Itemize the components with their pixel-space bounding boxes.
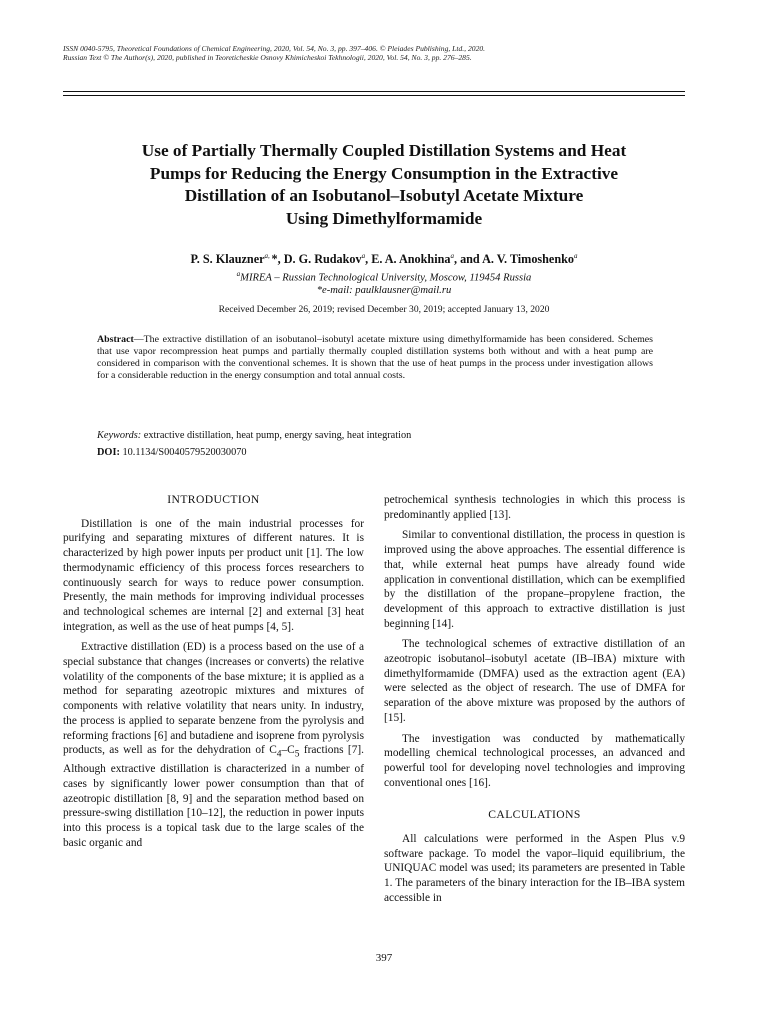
left-column: [63, 493, 364, 856]
author-name: D. G. Rudakov: [283, 252, 362, 267]
subscript: 4: [276, 749, 282, 760]
paragraph: Distillation is one of the main industrial processes for purifying and separating mixtures of different natures. It is characterized by high power inputs per product unit [1]. The low thermodynamic efficiency of this process forces researchers to continuously search for ways to reduce power consumption. Presently, the main methods for improving individual processes and technological schemes are internal [2] and external [3] heat integration, as well as the use of heat pumps [4, 5].: [63, 517, 364, 633]
page-number: 397: [375, 952, 393, 964]
paragraph: petrochemical synthesis technologies in which this process is predominantly applied [13].: [384, 494, 685, 521]
journal-header-line-2: Russian Text © The Author(s), 2020, published in Teoreticheskie Osnovy Khimicheskoi Tekhnologii, 2020, Vol. 54, No. 3, pp. 276–285.: [63, 53, 472, 62]
paragraph-text: –C: [281, 744, 295, 757]
author-separator: ,: [365, 252, 372, 267]
keywords-label: Keywords:: [97, 430, 142, 441]
corresponding-author-mark: *,: [271, 252, 284, 267]
author-affiliation-mark: a: [450, 252, 454, 260]
affiliation-mark: a: [236, 270, 241, 278]
author-name: A. V. Timoshenko: [482, 252, 574, 267]
abstract-text: —The extractive distillation of an isobutanol–isobutyl acetate mixture using dimethylformamide has been considered. Schemes that use vapor recompression heat pumps and partially thermally coupled distillation systems both without and with a heat pump are considered in comparison with the conventional schemes. It is shown that the use of heat pumps in the process under investigation allows for a considerable reduction in the energy consumption and total annual costs.: [97, 334, 653, 382]
paragraph: [63, 640, 364, 850]
author-conjunction: and: [460, 252, 483, 267]
paragraph: All calculations were performed in the Aspen Plus v.9 software package. To model the vapor–liquid equilibrium, the UNIQUAC model was used; its parameters are presented in Table 1. The parameters of the binary interaction for the IB–IBA system accessible in: [384, 833, 685, 904]
header-rule-bottom: [63, 95, 685, 96]
author-affiliation-mark: a: [574, 252, 578, 260]
article-title: [60, 140, 708, 230]
received-dates: Received December 26, 2019; revised December 30, 2019; accepted January 13, 2020: [218, 304, 550, 315]
title-line: Use of Partially Thermally Coupled Distillation Systems and Heat: [141, 141, 627, 160]
affiliation: [60, 268, 708, 285]
abstract-label: Abstract: [97, 334, 134, 345]
author-name: E. A. Anokhina: [371, 252, 451, 267]
title-line: Distillation of an Isobutanol–Isobutyl Acetate Mixture: [184, 186, 584, 205]
keywords-text: extractive distillation, heat pump, energy saving, heat integration: [141, 430, 412, 441]
paragraph: The investigation was conducted by mathematically modelling chemical technological processes, an advanced and powerful tool for developing novel technologies and improving conventional ones [16].: [384, 732, 685, 789]
title-line: Pumps for Reducing the Energy Consumption in the Extractive: [149, 163, 619, 183]
abstract: [97, 334, 653, 382]
doi-label: DOI:: [97, 447, 120, 458]
section-heading: CALCULATIONS: [488, 808, 581, 822]
author-separator: ,: [453, 252, 461, 267]
right-column: [384, 493, 685, 912]
paragraph: Similar to conventional distillation, the process in question is improved using the above approaches. The essential difference is that, while external heat pumps have already found wide application in conventional distillation, which can be exemplified by the distillation of the propane–propylene fraction, the development of this approach to extractive distillation is just beginning [14].: [384, 529, 685, 630]
title-line: Using Dimethylformamide: [285, 208, 483, 228]
author-affiliation-mark: a,: [264, 252, 272, 260]
author-list: [60, 249, 708, 267]
header-rule-top: [63, 91, 685, 92]
doi: [97, 446, 677, 459]
section-heading: INTRODUCTION: [167, 493, 260, 506]
subscript: 5: [294, 749, 300, 760]
paragraph-text: Extractive distillation (ED) is a process based on the use of a special substance that changes (increases or converts) the relative volatility of the components of the base mixture; it is applied as a method for separating azeotropic mixtures and mixtures of components with relative volatility that nears unity. In industry, the process is applied to separate benzene from the pyrolysis and reforming fractions [6] and butadiene and isoprene from pyrolysis products, as well as for the dehydration of C: [63, 641, 364, 757]
author-name: P. S. Klauzner: [190, 252, 265, 267]
journal-header-line-1: ISSN 0040-5795, Theoretical Foundations of Chemical Engineering, 2020, Vol. 54, No. 3, pp. 397–406. © Pleiades Publishing, Ltd., 2020.: [63, 44, 486, 53]
contact-email: *e-mail: paulklausner@mail.ru: [316, 285, 452, 296]
doi-link[interactable]: 10.1134/S0040579520030070: [119, 447, 247, 458]
keywords: [97, 429, 677, 442]
paragraph-text: fractions [7]. Although extractive distillation is characterized in a number of cases by significantly lower power consumption than that of azeotropic distillation [8, 9] and the separation method based on pressure-swing distillation [10–12], the reduction in power inputs into this process is a topical task due to the large scales of the basic organic and: [63, 744, 364, 849]
paragraph: The technological schemes of extractive distillation of an azeotropic isobutanol–isobutyl acetate (IB–IBA) mixture with dimethylformamide (DMFA) used as the extraction agent (EA) were selected as the object of research. The use of DMFA for separation of the above mixture was proposed by the authors of [15].: [384, 638, 685, 724]
author-affiliation-mark: a: [361, 252, 366, 260]
affiliation-text: MIREA – Russian Technological University, Moscow, 119454 Russia: [240, 272, 532, 284]
